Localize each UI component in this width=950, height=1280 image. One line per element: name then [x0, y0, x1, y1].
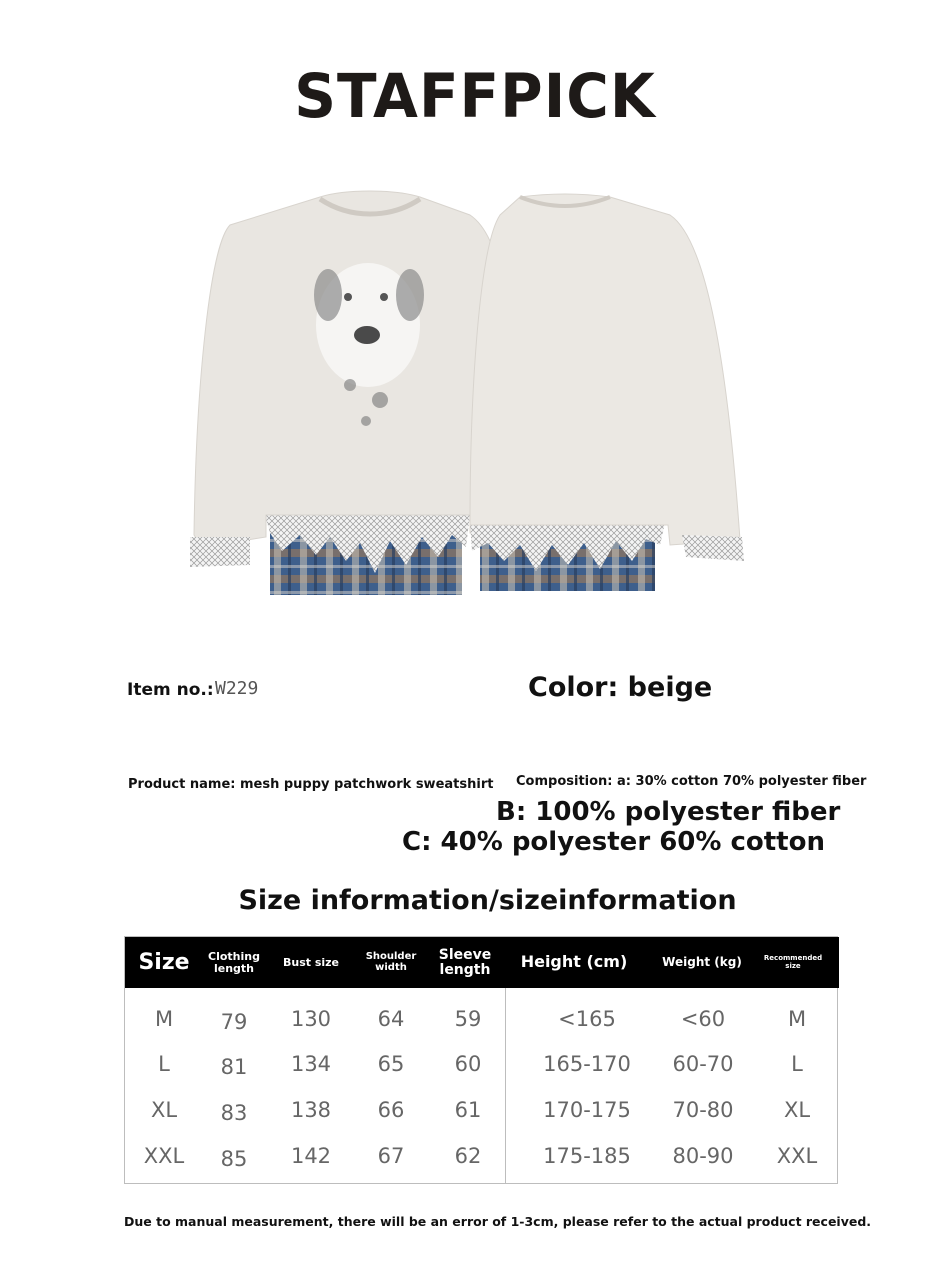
size-section-title: Size information/sizeinformation [238, 885, 737, 916]
product-photos [170, 185, 770, 605]
size-cell: 81 [220, 1055, 248, 1079]
size-table-header [125, 937, 839, 988]
header-bust-size: Bust size [282, 955, 340, 969]
size-cell: L [158, 1052, 170, 1076]
back-sweatshirt [470, 194, 744, 591]
brand-logo: STAFFPICK [294, 60, 656, 132]
header-sleeve-length: Sleeve length [438, 946, 492, 978]
size-cell: 142 [290, 1144, 332, 1168]
size-cell: 134 [290, 1052, 332, 1076]
header-recommended-size: Recommended size [763, 954, 823, 970]
size-cell: 60-70 [672, 1052, 734, 1076]
size-cell: 70-80 [672, 1098, 734, 1122]
table-divider [505, 988, 506, 1184]
header-shoulder-width: Shoulder width [365, 951, 417, 973]
size-cell: 61 [454, 1098, 482, 1122]
item-number-value: W229 [215, 678, 259, 699]
size-table [124, 936, 838, 1184]
size-cell: XXL [143, 1144, 185, 1168]
composition-c: C: 40% polyester 60% cotton [402, 827, 825, 857]
size-cell: 59 [454, 1007, 482, 1031]
size-cell: 64 [377, 1007, 405, 1031]
size-cell: 65 [377, 1052, 405, 1076]
composition-a: Composition: a: 30% cotton 70% polyester fiber [516, 774, 867, 789]
size-cell: <60 [680, 1007, 726, 1031]
measurement-note: Due to manual measurement, there will be an error of 1-3cm, please refer to the actual product received. [124, 1214, 872, 1229]
size-cell: L [791, 1052, 803, 1076]
size-cell: 67 [377, 1144, 405, 1168]
size-cell: 165-170 [543, 1052, 631, 1076]
size-cell: 62 [454, 1144, 482, 1168]
color-info: Color: beige [528, 672, 713, 703]
size-cell: 130 [290, 1007, 332, 1031]
size-cell: XL [150, 1098, 178, 1122]
item-number-label: Item no.: [127, 680, 214, 700]
size-cell: XXL [776, 1144, 818, 1168]
composition-b: B: 100% polyester fiber [496, 797, 841, 827]
size-cell: <165 [558, 1007, 616, 1031]
size-cell: 83 [220, 1101, 248, 1125]
size-cell: 80-90 [672, 1144, 734, 1168]
size-cell: 79 [220, 1010, 248, 1034]
size-cell: 138 [290, 1098, 332, 1122]
header-weight: Weight (kg) [662, 955, 742, 970]
size-cell: 85 [220, 1147, 248, 1171]
size-cell: M [154, 1007, 174, 1031]
size-cell: 66 [377, 1098, 405, 1122]
header-clothing-length: Clothing length [208, 949, 260, 975]
size-cell: 170-175 [543, 1098, 631, 1122]
size-cell: 175-185 [543, 1144, 631, 1168]
size-cell: M [787, 1007, 807, 1031]
header-size: Size [138, 949, 190, 975]
size-cell: 60 [454, 1052, 482, 1076]
size-cell: XL [783, 1098, 811, 1122]
product-name: Product name: mesh puppy patchwork sweatshirt [128, 777, 494, 792]
header-height: Height (cm) [520, 952, 628, 972]
